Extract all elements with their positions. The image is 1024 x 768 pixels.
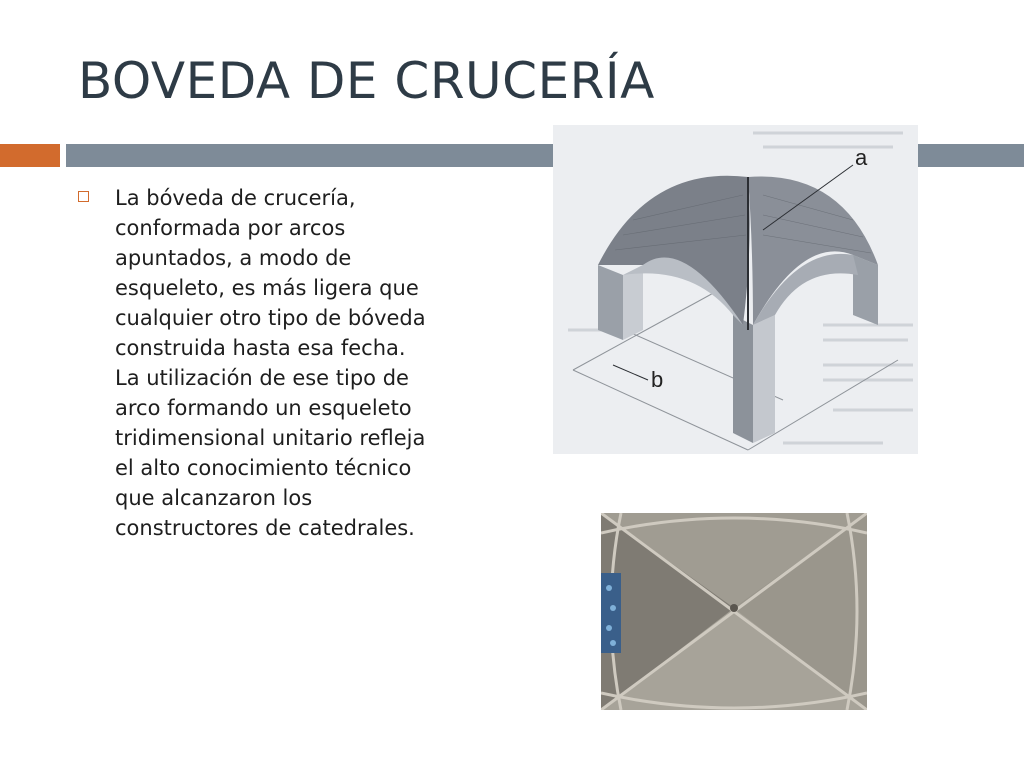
bullet-square-icon [78, 191, 89, 202]
vault-diagram-image [553, 125, 918, 454]
bullet-text-line: cualquier otro tipo de bóveda [115, 306, 426, 330]
bullet-text-line: tridimensional unitario refleja [115, 426, 426, 450]
bullet-text-line: La utilización de ese tipo de [115, 366, 409, 390]
bullet-text-line: construida hasta esa fecha. [115, 336, 406, 360]
bullet-text-line: arco formando un esqueleto [115, 396, 412, 420]
bullet-text-line: apuntados, a modo de [115, 246, 352, 270]
slide-title: BOVEDA DE CRUCERÍA [78, 52, 655, 110]
bullet-text-line: el alto conocimiento técnico [115, 456, 412, 480]
bullet-text-line: esqueleto, es más ligera que [115, 276, 419, 300]
bullet-text-line: constructores de catedrales. [115, 516, 415, 540]
accent-bar [0, 144, 60, 167]
bullet-text [115, 183, 510, 543]
diagram-label-a: a [855, 145, 868, 170]
vault-ceiling-photo [601, 513, 867, 710]
diagram-label-b: b [651, 367, 664, 392]
bullet-text-line: conformada por arcos [115, 216, 346, 240]
bullet-text-line: que alcanzaron los [115, 486, 313, 510]
bullet-text-line: La bóveda de crucería, [115, 186, 356, 210]
